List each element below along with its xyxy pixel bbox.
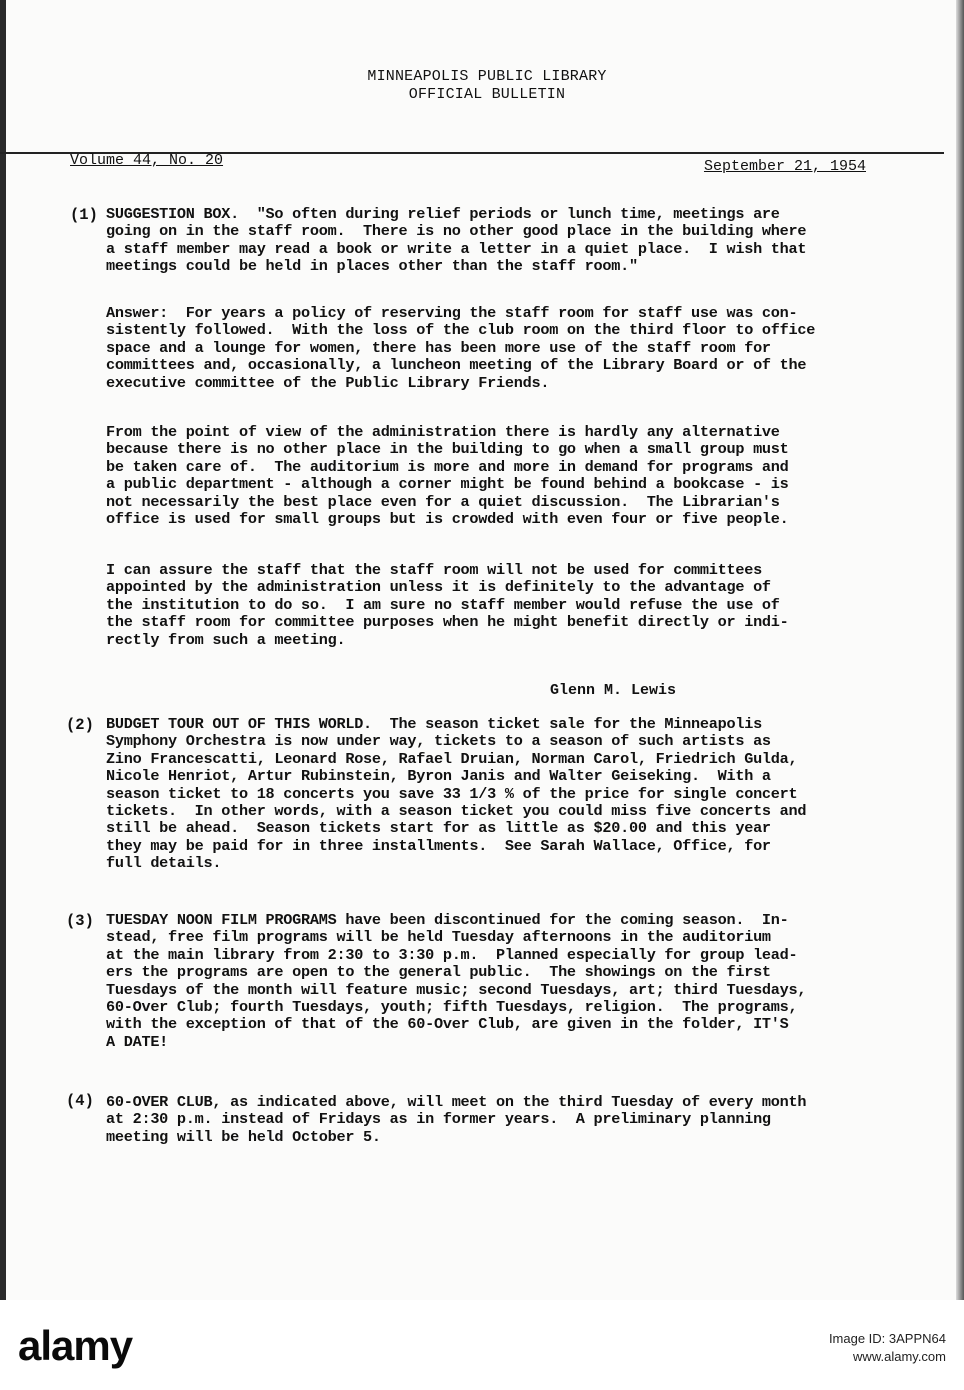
image-id: Image ID: 3APPN64 <box>828 1331 946 1346</box>
item-1-number: (1) <box>70 206 98 224</box>
site-url: www.alamy.com <box>853 1349 946 1364</box>
item-4-text: 60-OVER CLUB, as indicated above, will meet on the third Tuesday of every month at 2:30 p.m. instead of Fridays as in former years. A preliminary planning meeting will be held October 5. <box>106 1093 807 1146</box>
library-name: MINNEAPOLIS PUBLIC LIBRARY <box>367 68 607 85</box>
item-1-paragraph-3: I can assure the staff that the staff room will not be used for committees appointed by the administration unless it is definitely to the advantage of the institution to do so. I am sure no staff member would refuse the use of the staff room for committee purposes when he might benefit directly or indi- rectly from such a meeting. <box>106 561 789 649</box>
item-3-number: (3) <box>66 912 94 930</box>
alamy-logo: alamy <box>18 1322 133 1369</box>
item-3-text: TUESDAY NOON FILM PROGRAMS have been discontinued for the coming season. In- stead, free film programs will be held Tuesday afternoons in the auditorium at the main library from 2:30 to 3:30 p.m. Planned especially for group lead- ers the programs are open to the general public. The showings on the first Tuesdays of the month will feature music; second Tuesdays, art; third Tuesdays, 60-Over Club; fourth Tuesdays, youth; fifth Tuesdays, religion. The programs, with the exception of that of the 60-Over Club, are given in the folder, IT'S A DATE! <box>106 911 807 1051</box>
stock-info <box>829 1330 946 1366</box>
bulletin-date: September 21, 1954 <box>703 158 866 175</box>
item-2-text: BUDGET TOUR OUT OF THIS WORLD. The season ticket sale for the Minneapolis Symphony Orchestra is now under way, tickets to a season of such artists as Zino Francescatti, Leonard Rose, Rafael Druian, Norman Carol, Friedrich Gulda, Nicole Henriot, Artur Rubinstein, Byron Janis and Walter Geiseking. With a season ticket to 18 concerts you save 33 1/3 % of the price for single concert tickets. In other words, with a season ticket you could miss five concerts and still be ahead. Season tickets start for as little as $20.00 and this year they may be paid for in three installments. See Sarah Wallace, Office, for full details. <box>106 715 807 873</box>
item-1-answer: Answer: For years a policy of reserving the staff room for staff use was con- sistently followed. With the loss of the club room on the third floor to office space and a lounge for women, there has been more use of the staff room for committees and, occasionally, a luncheon meeting of the Library Board or of the executive committee of the Public Library Friends. <box>106 304 816 392</box>
volume-number: Volume 44, No. 20 <box>70 152 224 169</box>
item-1-question: SUGGESTION BOX. "So often during relief periods or lunch time, meetings are going on in the staff room. There is no other good place in the building where a staff member may read a book or write a letter in a quiet place. I wish that meetings could be held in places other than the staff room." <box>106 205 807 276</box>
bulletin-title: OFFICIAL BULLETIN <box>408 86 566 103</box>
signature: Glenn M. Lewis <box>550 682 677 699</box>
item-1-paragraph-2: From the point of view of the administration there is hardly any alternative because there is no other place in the building to go when a small group must be taken care of. The auditorium is more and more in demand for programs and a public department - although a corner might be found behind a bookcase - is not necessarily the best place even for a quiet discussion. The Librarian's office is used for small groups but is crowded with even four or five people. <box>106 423 789 529</box>
item-2-number: (2) <box>66 716 94 734</box>
masthead <box>0 68 964 104</box>
watermark-footer <box>0 1300 964 1390</box>
item-4-number: (4) <box>66 1092 94 1110</box>
